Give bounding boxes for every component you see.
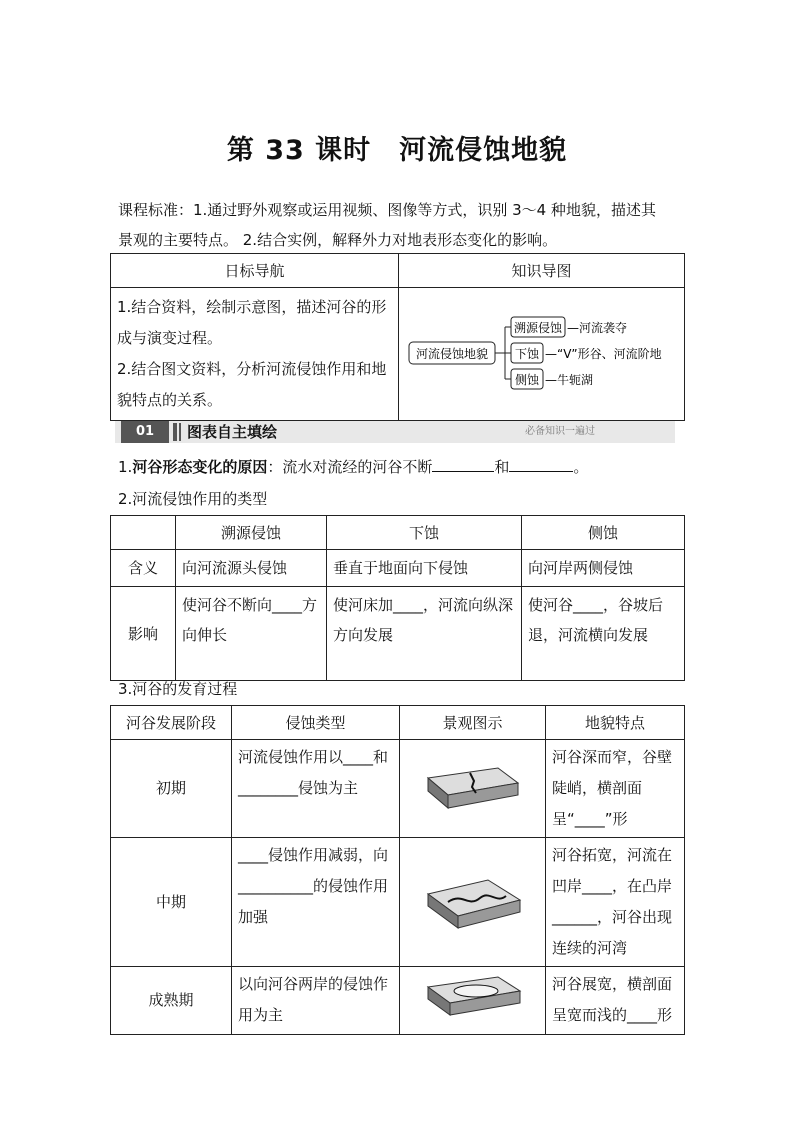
map-branch-label: 溯源侵蚀 — [513, 321, 563, 335]
goal-line: 1.结合资料，绘制示意图，描述河谷的形 — [117, 298, 387, 316]
page-title: 第 33 课时 河流侵蚀地貌 — [226, 135, 568, 166]
types-header: 侧蚀 — [522, 516, 685, 550]
map-branch-result: —牛轭湖 — [545, 373, 594, 387]
valley-development-table — [110, 705, 685, 1035]
mature-valley-illustration — [418, 967, 528, 1023]
types-cell: 垂直于地面向下侵蚀 — [327, 550, 522, 587]
course-standard — [118, 195, 683, 255]
section-tagline: 必备知识一遍过 — [525, 426, 595, 437]
section-number: 01 — [121, 421, 169, 443]
map-branch-label: 侧蚀 — [514, 373, 540, 387]
early-valley-illustration — [418, 753, 528, 813]
q1-number: 1. — [118, 458, 133, 476]
types-header: 溯源侵蚀 — [176, 516, 327, 550]
dev-feature: 河谷展宽，横剖面呈宽而浅的____形 — [546, 967, 685, 1035]
dev-erosion: 河流侵蚀作用以____和________侵蚀为主 — [232, 740, 400, 838]
dev-erosion: 以向河谷两岸的侵蚀作用为主 — [232, 967, 400, 1035]
q1-heading: 河谷形态变化的原因 — [132, 458, 268, 476]
nav-header-map: 知识导图 — [399, 254, 685, 288]
landscape-image-early — [400, 740, 546, 838]
dev-header: 地貌特点 — [546, 706, 685, 740]
types-heading: 2.河流侵蚀作用的类型 — [118, 490, 268, 508]
types-row-label: 影响 — [111, 587, 176, 681]
map-branch-result: —河流袭夺 — [567, 321, 628, 335]
standard-line-2: 景观的主要特点。 2.结合实例，解释外力对地表形态变化的影响。 — [118, 231, 558, 249]
goal-line: 貌特点的关系。 — [117, 391, 223, 409]
map-branch-label: 下蚀 — [514, 347, 540, 361]
q1-text: ：流水对流经的河谷不断 — [267, 458, 433, 476]
goal-line: 2.结合图文资料，分析河流侵蚀作用和地 — [117, 360, 387, 378]
section-band — [115, 421, 675, 443]
section-divider — [173, 423, 177, 441]
types-header-blank — [111, 516, 176, 550]
map-branch-result: —“V”形谷、河流阶地 — [545, 347, 662, 361]
knowledge-map — [399, 292, 682, 416]
dev-erosion: ____侵蚀作用减弱，向__________的侵蚀作用加强 — [232, 838, 400, 967]
erosion-types-table — [110, 515, 685, 681]
dev-stage: 初期 — [111, 740, 232, 838]
dev-feature: 河谷拓宽，河流在凹岸____，在凸岸______，河谷出现连续的河湾 — [546, 838, 685, 967]
dev-header: 侵蚀类型 — [232, 706, 400, 740]
standard-line-1: 课程标准：1.通过野外观察或运用视频、图像等方式，识别 3～4 种地貌，描述其 — [118, 201, 656, 219]
nav-header-goals: 日标导航 — [111, 254, 399, 288]
map-root-label: 河流侵蚀地貌 — [415, 347, 489, 361]
development-heading: 3.河谷的发育过程 — [118, 680, 238, 698]
dev-header: 景观图示 — [400, 706, 546, 740]
middle-valley-illustration — [418, 862, 528, 932]
answer-blank[interactable] — [432, 457, 494, 472]
dev-stage: 中期 — [111, 838, 232, 967]
section-title: 图表自主填绘 — [187, 423, 278, 441]
types-cell: 使河床加____，河流向纵深方向发展 — [327, 587, 522, 681]
landscape-image-mature — [400, 967, 546, 1035]
answer-blank[interactable] — [509, 457, 573, 472]
goal-line: 成与演变过程。 — [117, 329, 223, 347]
landscape-image-middle — [400, 838, 546, 967]
types-cell: 向河岸两侧侵蚀 — [522, 550, 685, 587]
types-cell: 使河谷不断向____方向伸长 — [176, 587, 327, 681]
types-row-label: 含义 — [111, 550, 176, 587]
section-divider — [179, 423, 181, 441]
goals-cell — [111, 288, 399, 421]
knowledge-map-cell — [399, 288, 685, 421]
types-cell: 向河流源头侵蚀 — [176, 550, 327, 587]
dev-header: 河谷发展阶段 — [111, 706, 232, 740]
dev-feature: 河谷深而窄，谷壁陡峭，横剖面呈“____”形 — [546, 740, 685, 838]
question-1 — [118, 456, 588, 477]
types-header: 下蚀 — [327, 516, 522, 550]
q1-and: 和 — [494, 458, 510, 476]
q1-end: 。 — [573, 458, 589, 476]
nav-table — [110, 253, 685, 421]
types-cell: 使河谷____，谷坡后退，河流横向发展 — [522, 587, 685, 681]
dev-stage: 成熟期 — [111, 967, 232, 1035]
